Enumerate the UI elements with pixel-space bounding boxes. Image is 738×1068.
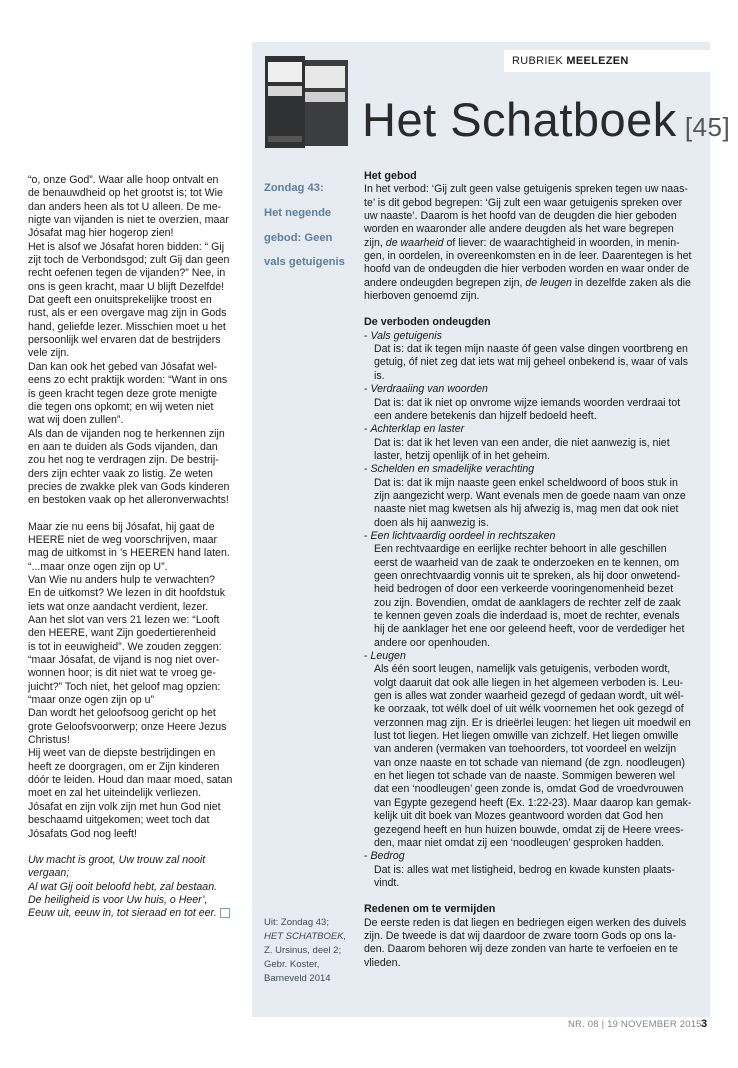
heading-redenen: Redenen om te vermijden [364, 903, 496, 916]
main-column [364, 170, 698, 970]
item-label: - Schelden en smadelijke verachting [364, 463, 698, 476]
item-text-line: een andere betekenis dan hijzelf bedoeld heeft. [374, 409, 597, 422]
subtitle-line: Zondag 43: [264, 182, 324, 195]
text-line: juicht?” Toch niet, het geloof mag opzien: [28, 680, 221, 693]
source-line: Z. Ursinus, deel 2; [264, 945, 342, 956]
item-text-line: te kennen geven zoals die inderdaad is, moet de rechter, evenals [374, 610, 680, 622]
source-line: Barneveld 2014 [264, 973, 331, 984]
source-line: Gebr. Koster, [264, 959, 320, 970]
left-column [28, 174, 240, 921]
text-line: dóór te leiden. Houd dan maar moed, satan [28, 774, 233, 787]
text-line: hierboven genoemd zijn. [364, 290, 480, 303]
list-item [364, 463, 698, 530]
item-text-line: heid bedrogen of door een verkeerde vooringenomenheid bezet [374, 583, 674, 596]
text-line: De eerste reden is dat liegen en bedriegen eigen werken des duivels [364, 916, 687, 929]
subtitle-line: vals getuigenis [264, 256, 345, 269]
item-text-line: van onze naaste en tot schade van niemand (de zgn. noodleugen) [374, 756, 685, 769]
text-line: heeft ze doorgragen, om er Zijn kinderen [28, 760, 220, 773]
rubric-label: RUBRIEK MEELEZEN [504, 50, 710, 72]
item-text-line: naaste niet mag kwetsen als hij afwezig is, mag men dat ook niet [374, 503, 679, 516]
heading-gebod: Het gebod [364, 170, 417, 182]
poem-line: Eeuw uit, eeuw in, tot sieraad en tot eer. [28, 907, 240, 920]
item-text-line: van Egypte gezegend heeft (Ex. 1:22-23). Maar daarop kan gemak- [374, 796, 692, 809]
item-text-line: Als één soort leugen, namelijk vals getuigenis, verboden wordt, [374, 663, 671, 676]
item-label: - Leugen [364, 650, 698, 663]
text-line: uw naaste’. Daarom is het hoofd van de deugden die hier geboden [364, 210, 677, 223]
item-text-line: Dat is: dat ik niet op onvrome wijze iemands woorden verdraai tot [374, 396, 681, 409]
text-line: eens zo echt praktijk worden: “Want in ons [28, 374, 228, 387]
text-line: Dan wordt het geloofsoog gericht op het [28, 707, 216, 720]
list-item [364, 530, 698, 650]
text-line: ders zijn echter vaak zo listig. Ze weten [28, 467, 213, 480]
item-text-line: Een rechtvaardige en eerlijke rechter behoort in alle geschillen [374, 543, 667, 556]
end-mark-icon [220, 908, 230, 918]
item-label: - Verdraaiing van woorden [364, 383, 698, 396]
text-line: precies de zwakke plek van Gods kinderen [28, 480, 230, 493]
item-text-line: zou zijn. Bovendien, omdat de aanklagers de rechter zelf de zaak [374, 596, 681, 609]
text-line: “...maar onze ogen zijn op U”. [28, 560, 168, 573]
text-line: zou het nog te verdragen zijn. De bestrij- [28, 454, 219, 467]
item-text-line: Dat is: dat ik tegen mijn naaste óf geen valse dingen voortbreng en [374, 343, 688, 356]
list-item [364, 330, 698, 383]
text-line: moet en zal het uiteindelijk verliezen. [28, 787, 202, 800]
source-line: Uit: Zondag 43; [264, 917, 329, 928]
list-item [364, 383, 698, 423]
text-line: iets wat onze aandacht verdient, lezer. [28, 600, 209, 613]
item-text-line: Dat is: alles wat met listigheid, bedrog en kwade kunsten plaats- [374, 863, 675, 876]
list-item [364, 650, 698, 850]
text-line: “maar onze ogen zijn op u” [28, 694, 155, 707]
heading-ondeugden: De verboden ondeugden [364, 316, 491, 329]
book-cover-image [262, 56, 352, 150]
source-line: HET SCHATBOEK, [264, 931, 347, 942]
item-text-line: ke oorzaak, tot wélk doel of uit wélk voornemen het ook gezegd of [374, 703, 684, 716]
list-item [364, 423, 698, 463]
text-line: In het verbod: ‘Gij zult geen valse getuigenis spreken tegen uw naas- [364, 183, 688, 196]
text-line: is tot in eeuwigheid”. We zouden zeggen: [28, 640, 222, 653]
item-text-line: vindt. [374, 876, 400, 889]
subtitle-line: Het negende [264, 206, 332, 219]
item-text-line: volgt daaruit dat ook alle liegen in het algemeen verboden is. Leu- [374, 676, 684, 689]
text-line: hoofd van de ondeugden die hier verboden worden en waar onder de [364, 263, 690, 276]
text-line: den. Daarom behoren wij deze zonden van harte te verfoeien en te [364, 943, 678, 956]
text-line: wat wij doen zullen”. [28, 414, 124, 427]
text-line: Jósafats God nog leeft! [28, 827, 137, 840]
text-line: HEERE niet de weg voorschrijven, maar [28, 533, 218, 546]
item-label: - Een lichtvaardig oordeel in rechtszaken [364, 530, 698, 543]
text-line: dan anders heen als tot U alleen. De me- [28, 200, 222, 213]
text-line: vele zijn. [28, 347, 70, 360]
text-line: Van Wie nu anders hulp te verwachten? [28, 573, 216, 586]
text-line: Aan het slot van vers 21 lezen we: “Looft [28, 614, 220, 626]
item-text-line: zijn aangezicht werp. Want evenals men de goede naam van onze [374, 489, 686, 502]
text-line: te’ is dit gebod begrepen: ‘Gij zult een waar getuigenis spreken over [364, 196, 683, 209]
item-text-line: eerst de waarheid van de zaak te onderzoeken en te kennen, om [374, 556, 680, 569]
item-text-line: gen is alles wat zonder waarheid gezegd of gedaan wordt, uit wél- [374, 690, 684, 703]
item-text-line: den, maar niet omdat zij een ‘noodleugen’ gesproken hadden. [374, 836, 664, 849]
item-text-line: Dat is: dat ik het leven van een ander, die niet aanwezig is, niet [374, 436, 670, 449]
text-line: Als dan de vijanden nog te herkennen zijn [28, 427, 225, 440]
item-text-line: van anderen (vermaken van toehoorders, tot voordeel en welzijn [374, 743, 677, 756]
poem-line: Al wat Gij ooit beloofd hebt, zal bestaan. [28, 880, 218, 893]
text-line: Dat geeft een onuitsprekelijke troost en [28, 294, 212, 307]
text-line: persoonlijk wel ervaren dat de bestrijders [28, 334, 221, 347]
item-label: - Bedrog [364, 850, 698, 863]
item-text-line: verzonnen mag zijn. Er is drieërlei leugen: het liegen uit moedwil en [374, 716, 691, 729]
item-text-line: gezegend heeft en hun huizen bouwde, omdat zij de Heere vrees- [374, 823, 684, 836]
list-item [364, 850, 698, 890]
text-line: Hij weet van de diepste bestrijdingen en [28, 747, 216, 760]
source-credit [264, 916, 356, 986]
section-subtitle [264, 171, 354, 281]
text-line: “o, onze God”. Waar alle hoop ontvalt en [28, 174, 219, 186]
item-text-line: dat een ‘noodleugen’ geen zonde is, omdat God de vroedvrouwen [374, 783, 684, 796]
text-line: de benauwdheid op het grootst is; tot Wie [28, 187, 223, 200]
item-text-line: lust tot liegen. Het liegen omwille van zichzelf. Het liegen omwille [374, 730, 679, 743]
text-line: worden en waaronder alle andere deugden als het ware begrepen [364, 223, 674, 236]
item-label: - Vals getuigenis [364, 330, 698, 343]
text-line: Jósafat en zijn volk zijn met hun God niet [28, 800, 221, 813]
text-line: Het is alsof we Jósafat horen bidden: “ Gij [28, 240, 225, 253]
text-line: die tegen ons opkomt; en wij weten niet [28, 400, 214, 413]
item-text-line: is. [374, 369, 385, 382]
item-text-line: doen als hij aanwezig is. [374, 516, 489, 529]
item-text-line: andere oor openhouden. [374, 636, 491, 649]
text-line: wonnen hoor; is dit niet wat te vroeg ge- [28, 667, 216, 680]
text-line: gen, in oordelen, in overeenkomsten en in de leer. Daarentegen is het [364, 250, 692, 263]
page-number: 3 [701, 1018, 708, 1030]
item-text-line: kelijk uit dit boek van Mozes geantwoord worden dat God hen [374, 810, 664, 823]
text-line: andere ondeugden begrepen zijn, de leugen in dezelfde zaken als die [364, 276, 691, 289]
text-line: mag de uitkomst in ’s HEEREN hand laten. [28, 547, 230, 560]
subtitle-line: gebod: Geen [264, 231, 333, 244]
text-line: en bestoken vaak op het alleronverwachts! [28, 494, 229, 507]
text-line: Jósafat mag hier hogerop zien! [28, 227, 174, 240]
text-line: is geen kracht tegen deze grote menigte [28, 387, 218, 400]
item-text-line: getuig, óf niet zeg dat iets wat mij geheel onbekend is, waar of vals [374, 356, 688, 369]
text-line: nigte van vijanden is niet te overzien, maar [28, 214, 229, 227]
text-line: en aan te duiden als Gods vijanden, dan [28, 440, 218, 453]
text-line: Dan kan ook het gebed van Jósafat wel- [28, 360, 218, 373]
item-text-line: hij de aanklager het ene oor geleend heeft, voor de verdediger het [374, 623, 685, 636]
item-text-line: geen onrechtvaardig vonnis uit te spreken, als hij door onwetend- [374, 569, 681, 582]
text-line: Maar zie nu eens bij Jósafat, hij gaat de [28, 520, 215, 533]
item-text-line: Dat is: dat ik mijn naaste geen enkel scheldwoord of boos stuk in [374, 476, 678, 489]
poem-line: vergaan; [28, 867, 70, 880]
page-title: Het Schatboek [45] [362, 93, 731, 146]
text-line: zijn. De tweede is dat wij daardoor de zware toorn Gods op ons la- [364, 929, 677, 942]
text-line: hand, geliefde lezer. Misschien moet u het [28, 320, 226, 333]
issue-info: NR. 08 | 19 NOVEMBER 2015 [568, 1019, 702, 1030]
text-line: den HEERE, want Zijn goedertierenheid [28, 627, 216, 640]
text-line: zijn, de waarheid of liever: de waarachtigheid in woorden, in menin- [364, 236, 680, 249]
text-line: vlieden. [364, 956, 401, 969]
text-line: beschaamd uitgekomen; weet toch dat [28, 814, 210, 827]
text-line: zijt toch de Verbondsgod; zult Gij dan geen [28, 254, 230, 267]
poem-line: De heiligheid is voor Uw huis, o Heer’, [28, 893, 208, 906]
item-text-line: en het liegen tot schade van de naaste. Sommigen beweren wel [374, 770, 675, 783]
text-line: Christus! [28, 734, 70, 747]
poem-line: Uw macht is groot, Uw trouw zal nooit [28, 853, 206, 866]
text-line: ons is geen kracht, maar U blijft Dezelfde! [28, 280, 225, 293]
text-line: “maar Jósafat, de vijand is nog niet over- [28, 654, 220, 667]
text-line: rust, als er een overgave mag zijn in Gods [28, 307, 227, 320]
text-line: grote Geloofsvoorwerp; onze Heere Jezus [28, 720, 227, 733]
text-line: recht oefenen tegen de vijanden?” Nee, in [28, 267, 226, 280]
text-line: En de uitkomst? We lezen in dit hoofdstuk [28, 587, 226, 600]
item-text-line: laster, hetzij openlijk of in het geheim. [374, 449, 551, 462]
item-label: - Achterklap en laster [364, 423, 698, 436]
